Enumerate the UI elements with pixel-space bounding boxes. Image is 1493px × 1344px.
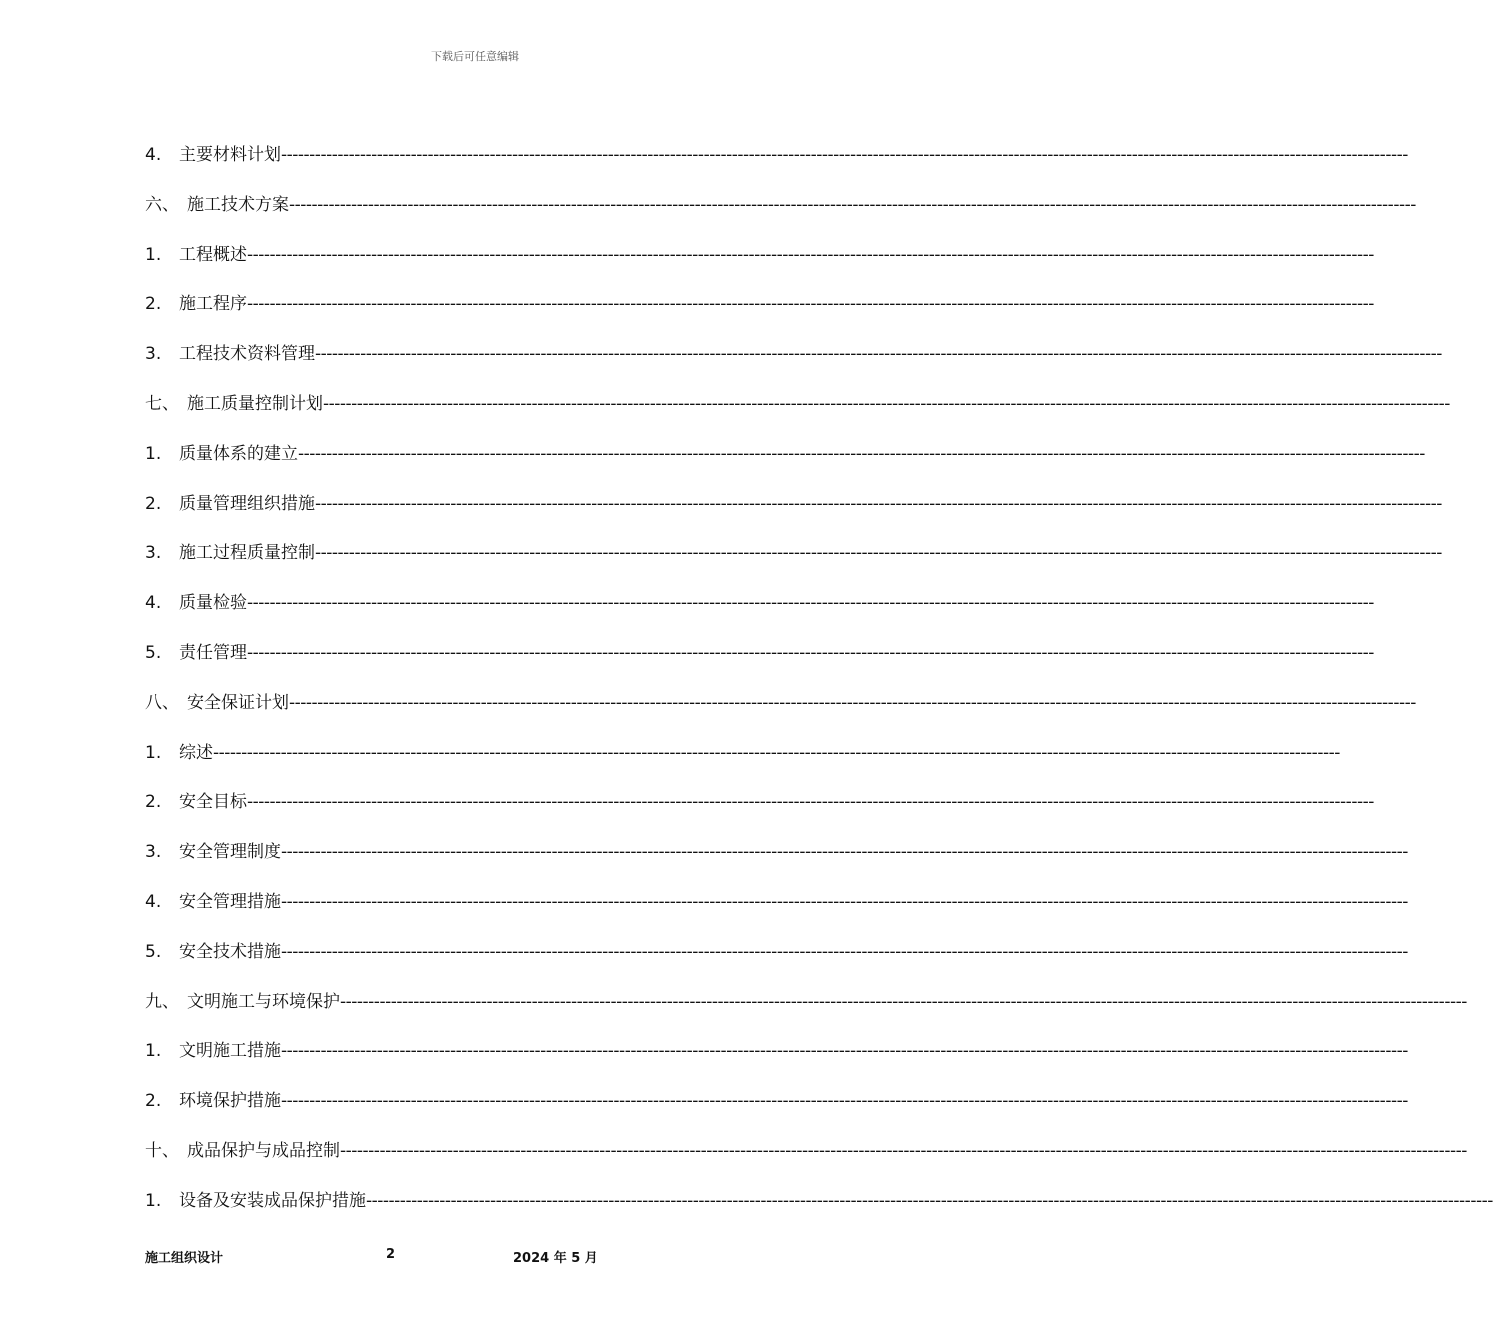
toc-section-entry	[145, 193, 1416, 217]
toc-leader-dashes: --------------------------------------------------------------------------------------------------------------------------------------------------------------------------------------------------------	[298, 444, 1425, 464]
toc-entry-title: 施工程序	[179, 294, 247, 314]
toc-leader-dashes: --------------------------------------------------------------------------------------------------------------------------------------------------------------------------------------------------------	[281, 145, 1408, 165]
toc-subsection-entry	[145, 492, 1442, 516]
toc-leader-dashes: --------------------------------------------------------------------------------------------------------------------------------------------------------------------------------------------------------	[247, 294, 1374, 314]
page-header: 下载后可任意编辑	[431, 50, 519, 63]
toc-section-entry	[145, 990, 1467, 1014]
toc-subsection-entry	[145, 143, 1408, 167]
toc-entry-number: 1.	[145, 1191, 162, 1211]
toc-entry-title: 文明施工与环境保护	[187, 992, 340, 1012]
toc-entry-title: 文明施工措施	[179, 1041, 281, 1061]
toc-entry-number: 5.	[145, 942, 162, 962]
toc-subsection-entry	[145, 1039, 1408, 1063]
toc-entry-number: 4.	[145, 593, 162, 613]
toc-entry-title: 安全技术措施	[179, 942, 281, 962]
toc-leader-dashes: --------------------------------------------------------------------------------------------------------------------------------------------------------------------------------------------------------	[281, 842, 1408, 862]
toc-leader-dashes: --------------------------------------------------------------------------------------------------------------------------------------------------------------------------------------------------------	[289, 693, 1416, 713]
toc-entry-number: 八、	[145, 693, 179, 713]
toc-leader-dashes: --------------------------------------------------------------------------------------------------------------------------------------------------------------------------------------------------------	[366, 1191, 1493, 1211]
toc-entry-number: 十、	[145, 1141, 179, 1161]
toc-entry-title: 工程技术资料管理	[179, 344, 315, 364]
toc-entry-title: 安全目标	[179, 792, 247, 812]
toc-leader-dashes: --------------------------------------------------------------------------------------------------------------------------------------------------------------------------------------------------------	[323, 394, 1450, 414]
toc-entry-number: 4.	[145, 892, 162, 912]
toc-section-entry	[145, 392, 1450, 416]
toc-entry-title: 主要材料计划	[179, 145, 281, 165]
toc-entry-number: 4.	[145, 145, 162, 165]
footer-doc-title: 施工组织设计	[145, 1251, 224, 1266]
toc-entry-number: 2.	[145, 1091, 162, 1111]
toc-entry-title: 工程概述	[179, 245, 247, 265]
toc-subsection-entry	[145, 741, 1340, 765]
toc-subsection-entry	[145, 641, 1374, 665]
toc-entry-number: 2.	[145, 294, 162, 314]
toc-entry-title: 施工过程质量控制	[179, 543, 315, 563]
toc-entry-number: 3.	[145, 344, 162, 364]
toc-entry-number: 1.	[145, 1041, 162, 1061]
toc-leader-dashes: --------------------------------------------------------------------------------------------------------------------------------------------------------------------------------------------------------	[340, 992, 1467, 1012]
toc-leader-dashes: --------------------------------------------------------------------------------------------------------------------------------------------------------------------------------------------------------	[247, 245, 1374, 265]
toc-subsection-entry	[145, 442, 1425, 466]
toc-entry-number: 1.	[145, 743, 162, 763]
toc-leader-dashes: --------------------------------------------------------------------------------------------------------------------------------------------------------------------------------------------------------	[340, 1141, 1467, 1161]
toc-section-entry	[145, 1139, 1467, 1163]
toc-leader-dashes: --------------------------------------------------------------------------------------------------------------------------------------------------------------------------------------------------------	[281, 892, 1408, 912]
toc-subsection-entry	[145, 541, 1442, 565]
toc-leader-dashes: --------------------------------------------------------------------------------------------------------------------------------------------------------------------------------------------------------	[281, 1041, 1408, 1061]
toc-entry-title: 综述	[179, 743, 213, 763]
toc-subsection-entry	[145, 1189, 1493, 1213]
toc-entry-title: 环境保护措施	[179, 1091, 281, 1111]
toc-entry-number: 1.	[145, 444, 162, 464]
toc-entry-title: 设备及安装成品保护措施	[179, 1191, 366, 1211]
footer-date: 2024 年 5 月	[513, 1251, 598, 1266]
toc-leader-dashes: --------------------------------------------------------------------------------------------------------------------------------------------------------------------------------------------------------	[315, 543, 1442, 563]
toc-leader-dashes: --------------------------------------------------------------------------------------------------------------------------------------------------------------------------------------------------------	[213, 743, 1340, 763]
footer-page-number: 2	[386, 1247, 396, 1262]
toc-leader-dashes: --------------------------------------------------------------------------------------------------------------------------------------------------------------------------------------------------------	[281, 942, 1408, 962]
toc-entry-number: 七、	[145, 394, 179, 414]
toc-entry-title: 安全管理制度	[179, 842, 281, 862]
toc-entry-number: 1.	[145, 245, 162, 265]
toc-subsection-entry	[145, 940, 1408, 964]
toc-entry-number: 3.	[145, 842, 162, 862]
toc-entry-title: 施工质量控制计划	[187, 394, 323, 414]
toc-entry-number: 3.	[145, 543, 162, 563]
toc-subsection-entry	[145, 292, 1374, 316]
toc-leader-dashes: --------------------------------------------------------------------------------------------------------------------------------------------------------------------------------------------------------	[315, 344, 1442, 364]
toc-subsection-entry	[145, 840, 1408, 864]
toc-subsection-entry	[145, 342, 1442, 366]
toc-subsection-entry	[145, 790, 1374, 814]
toc-leader-dashes: --------------------------------------------------------------------------------------------------------------------------------------------------------------------------------------------------------	[247, 792, 1374, 812]
toc-entry-title: 施工技术方案	[187, 195, 289, 215]
toc-entry-title: 质量检验	[179, 593, 247, 613]
toc-leader-dashes: --------------------------------------------------------------------------------------------------------------------------------------------------------------------------------------------------------	[281, 1091, 1408, 1111]
toc-leader-dashes: --------------------------------------------------------------------------------------------------------------------------------------------------------------------------------------------------------	[247, 593, 1374, 613]
toc-leader-dashes: --------------------------------------------------------------------------------------------------------------------------------------------------------------------------------------------------------	[315, 494, 1442, 514]
toc-section-entry	[145, 691, 1416, 715]
toc-entry-title: 质量管理组织措施	[179, 494, 315, 514]
toc-subsection-entry	[145, 890, 1408, 914]
toc-entry-title: 成品保护与成品控制	[187, 1141, 340, 1161]
toc-entry-title: 安全管理措施	[179, 892, 281, 912]
toc-leader-dashes: --------------------------------------------------------------------------------------------------------------------------------------------------------------------------------------------------------	[289, 195, 1416, 215]
toc-entry-title: 责任管理	[179, 643, 247, 663]
toc-entry-title: 安全保证计划	[187, 693, 289, 713]
toc-subsection-entry	[145, 591, 1374, 615]
toc-entry-number: 九、	[145, 992, 179, 1012]
toc-entry-number: 2.	[145, 792, 162, 812]
toc-entry-title: 质量体系的建立	[179, 444, 298, 464]
toc-entry-number: 2.	[145, 494, 162, 514]
toc-subsection-entry	[145, 1089, 1408, 1113]
toc-subsection-entry	[145, 243, 1374, 267]
toc-leader-dashes: --------------------------------------------------------------------------------------------------------------------------------------------------------------------------------------------------------	[247, 643, 1374, 663]
toc-entry-number: 5.	[145, 643, 162, 663]
toc-entry-number: 六、	[145, 195, 179, 215]
